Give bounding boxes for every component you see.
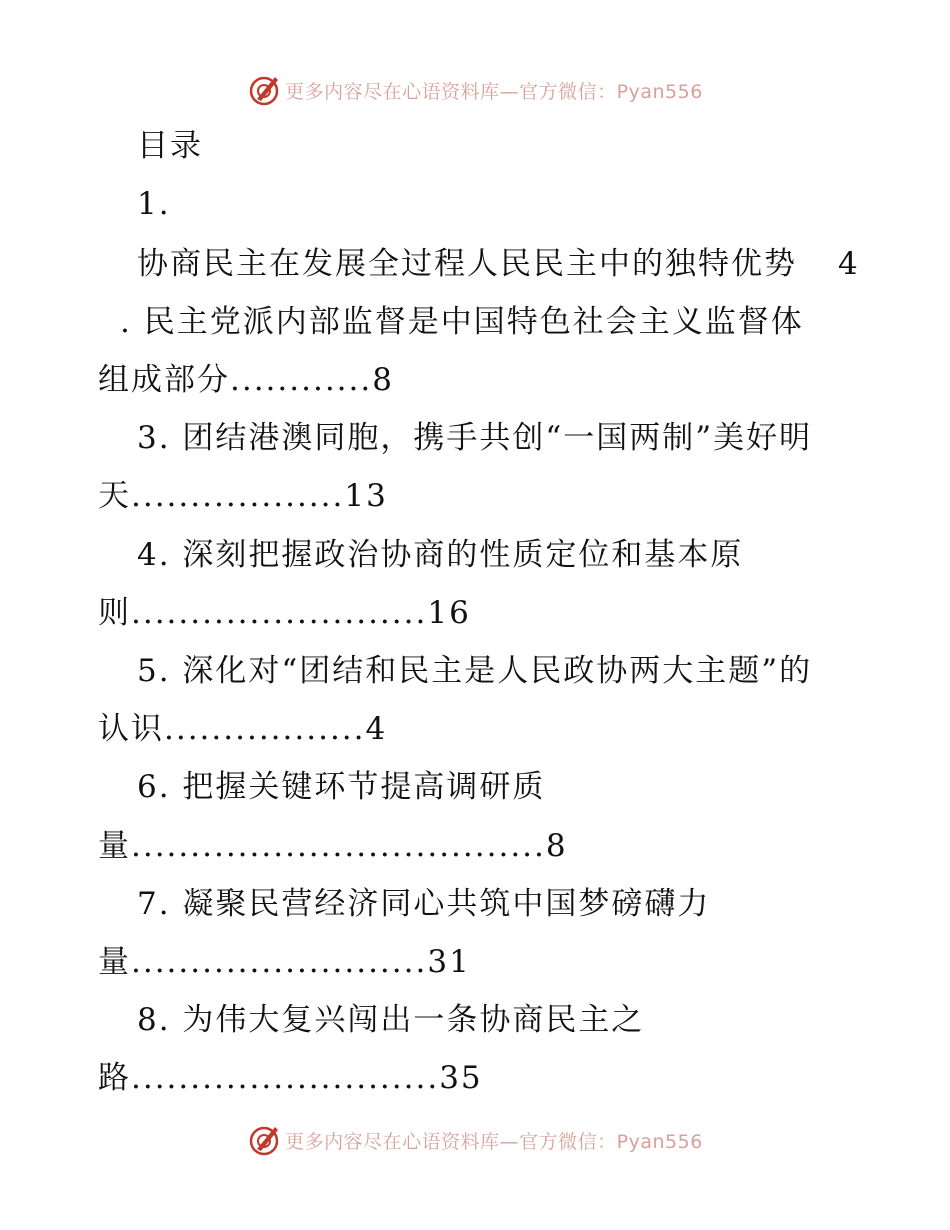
toc-line: 4. 深刻把握政治协商的性质定位和基本原 <box>137 537 744 573</box>
quill-logo-icon <box>247 1123 281 1157</box>
toc-line: 路..........................35 <box>98 1060 483 1096</box>
watermark-text: 更多内容尽在心语资料库—官方微信：Pyan556 <box>285 80 703 103</box>
toc-page-number: 4 <box>838 246 860 282</box>
toc-line: 组成部分............8 <box>98 362 394 398</box>
toc-heading: 目录 <box>137 128 203 164</box>
quill-logo-icon <box>247 73 281 107</box>
toc-line: 认识.................4 <box>98 711 388 747</box>
toc-line: 天..................13 <box>98 478 388 514</box>
watermark-text: 更多内容尽在心语资料库—官方微信：Pyan556 <box>285 1130 703 1153</box>
toc-line: 7. 凝聚民营经济同心共筑中国梦磅礴力 <box>137 886 711 922</box>
toc-line: 5. 深化对“团结和民主是人民政协两大主题”的 <box>137 653 813 689</box>
toc-line-text: 协商民主在发展全过程人民民主中的独特优势 <box>137 246 797 282</box>
toc-line: 3. 团结港澳同胞，携手共创“一国两制”美好明 <box>137 420 813 456</box>
toc-line: 8. 为伟大复兴闯出一条协商民主之 <box>137 1002 645 1038</box>
header-watermark <box>0 70 950 110</box>
toc-line: 量.........................31 <box>98 944 471 980</box>
toc-line: . 民主党派内部监督是中国特色社会主义监督体 <box>120 304 804 340</box>
toc-line: 则.........................16 <box>98 595 471 631</box>
toc-line <box>0 244 950 284</box>
toc-line: 量...................................8 <box>98 828 568 864</box>
toc-line: 1. <box>137 186 171 222</box>
footer-watermark <box>0 1120 950 1160</box>
toc-line: 6. 把握关键环节提高调研质 <box>137 769 546 805</box>
